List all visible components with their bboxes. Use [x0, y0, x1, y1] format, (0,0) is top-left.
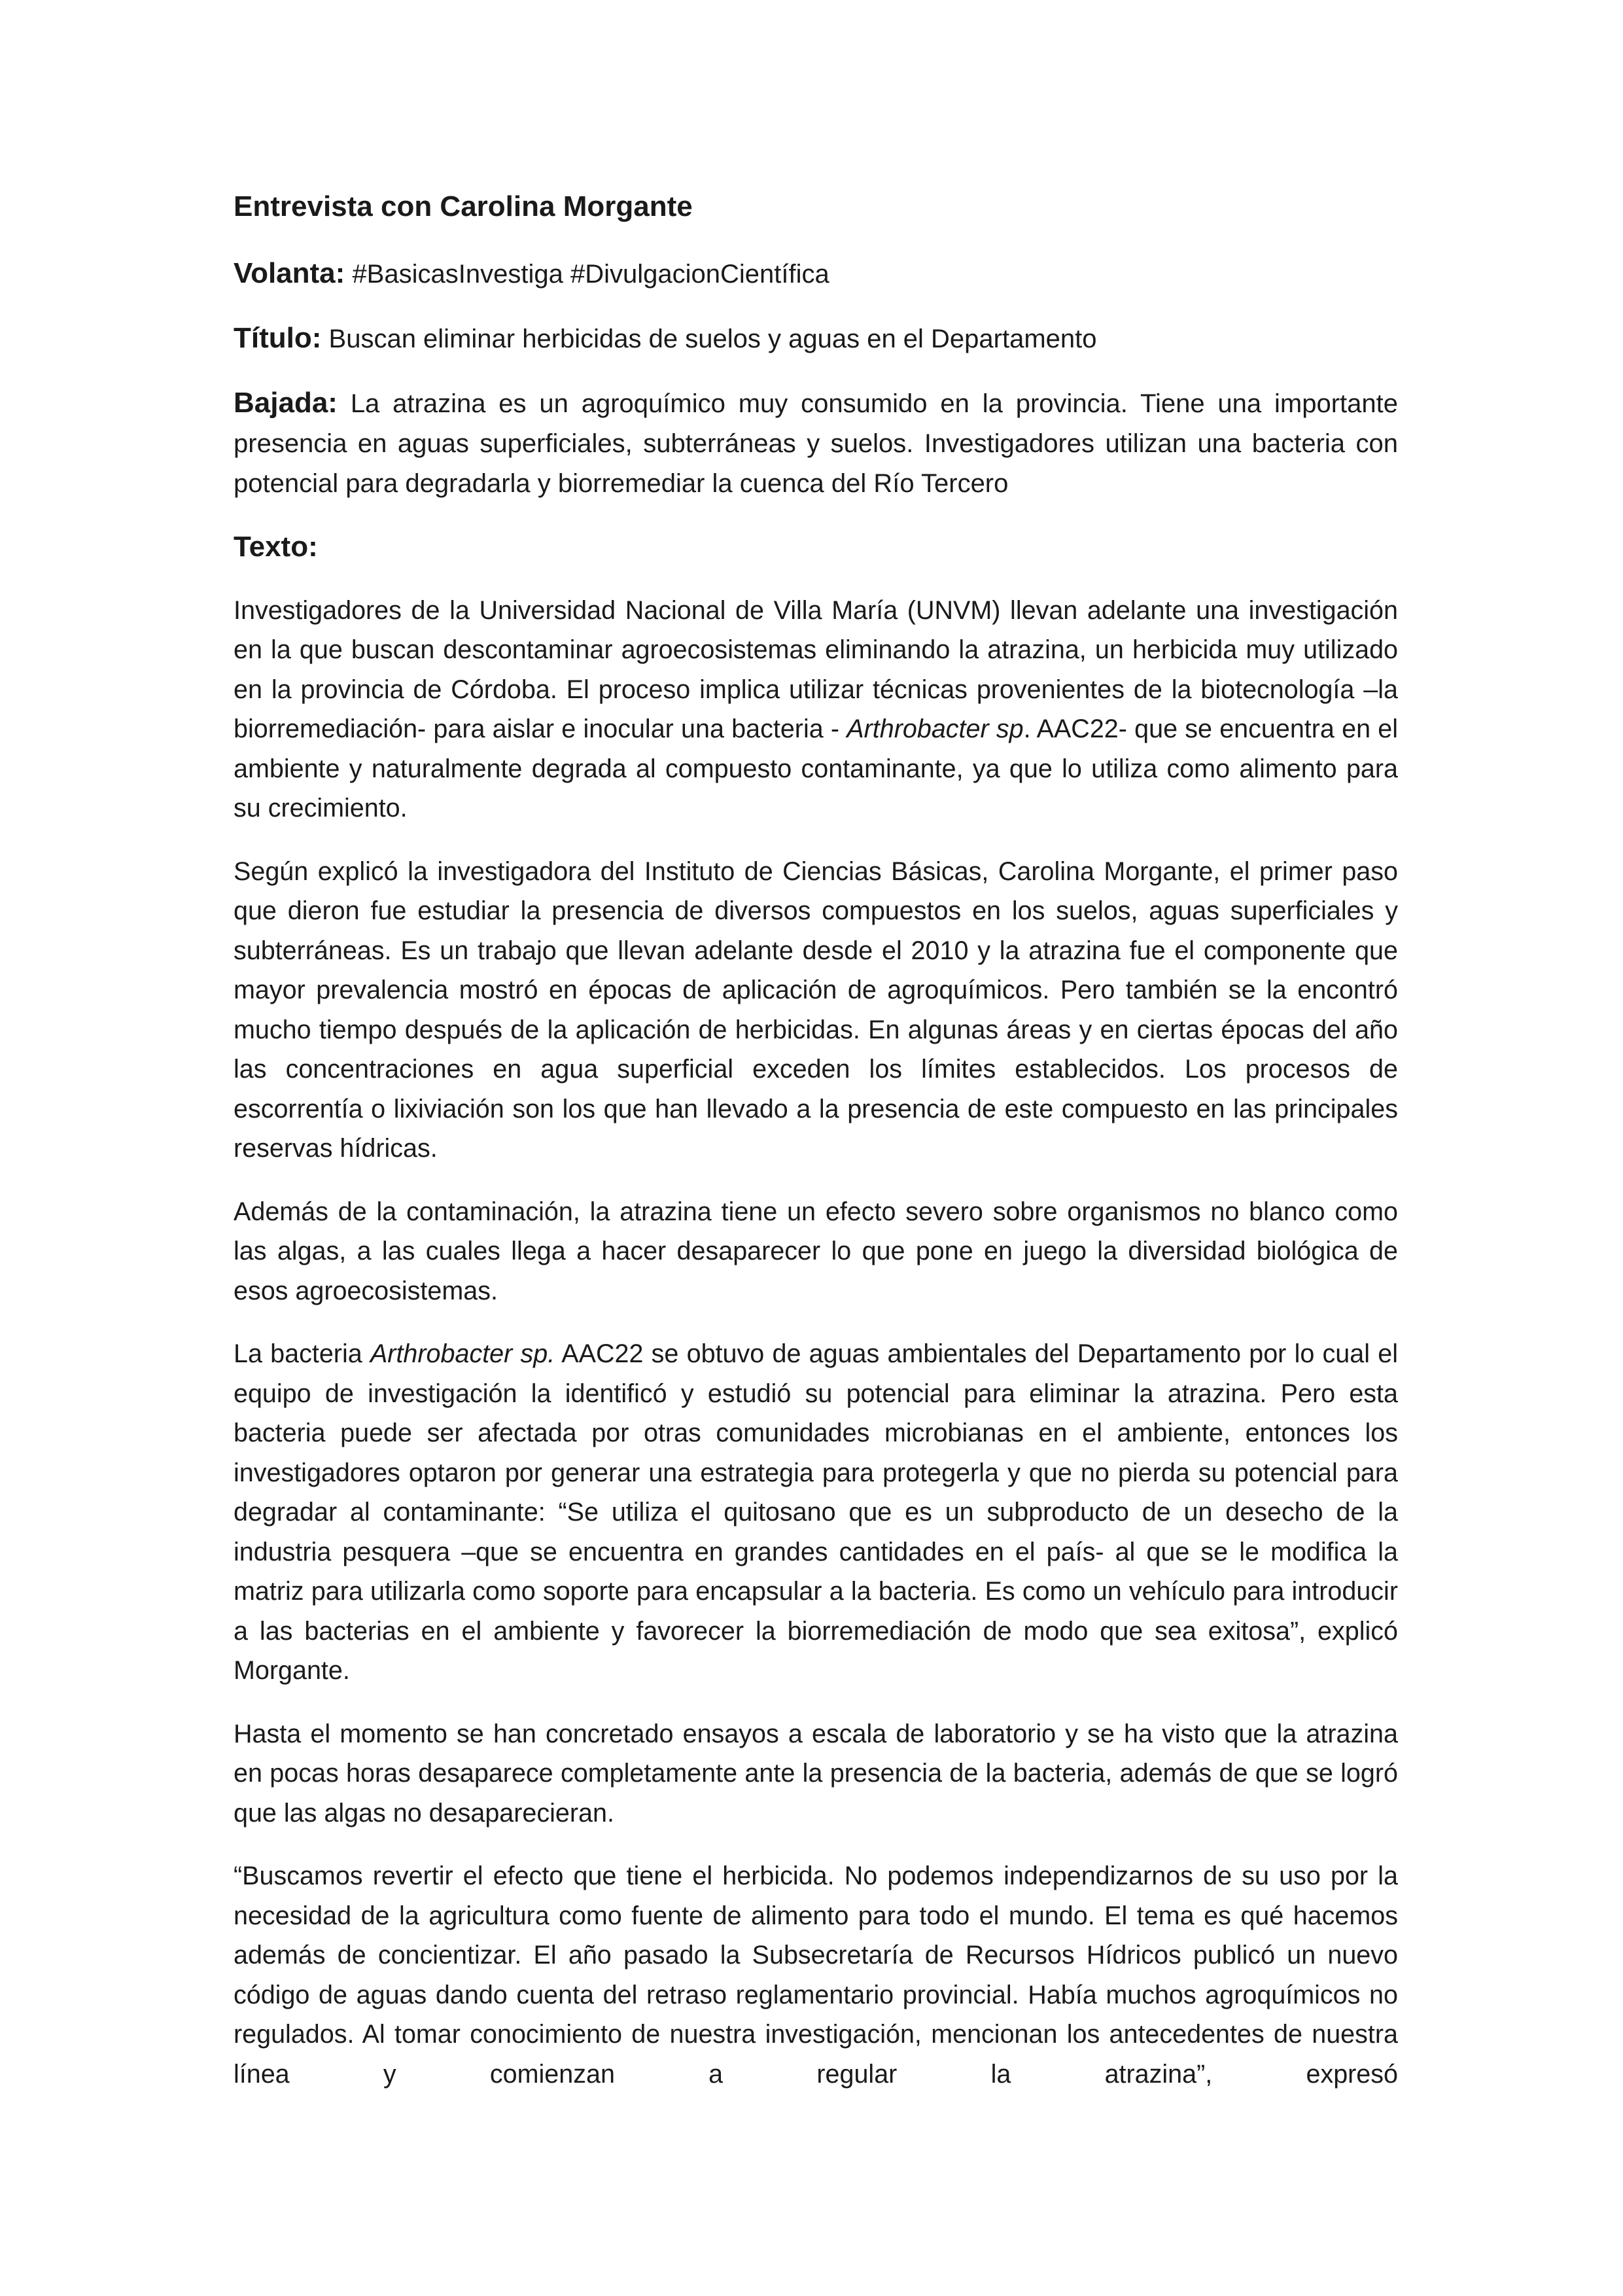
titulo-line	[234, 318, 1398, 359]
titulo-label: Título:	[234, 321, 322, 354]
volanta-label: Volanta:	[234, 256, 345, 289]
bajada-line	[234, 383, 1398, 504]
paragraph-1	[234, 591, 1398, 828]
document-heading: Entrevista con Carolina Morgante	[234, 190, 693, 222]
paragraph-5: Hasta el momento se han concretado ensayos a escala de laboratorio y se ha visto que la atrazina en pocas horas desaparece completamente ante la presencia de la bacteria, además de que se logró que las algas no desaparecieran.	[234, 1719, 1398, 1828]
paragraph-4-text-a: La bacteria	[234, 1339, 370, 1369]
paragraph-1-italic: Arthrobacter sp	[846, 715, 1024, 744]
bajada-value: La atrazina es un agroquímico muy consumido en la provincia. Tiene una importante presencia en aguas superficiales, subterráneas y suelos. Investigadores utilizan una bacteria con potencial para degradarla y biorremediar la cuenca del Río Tercero	[234, 389, 1399, 498]
paragraph-2: Según explicó la investigadora del Instituto de Ciencias Básicas, Carolina Morgante, el primer paso que dieron fue estudiar la presencia de diversos compuestos en los suelos, aguas superficiales y subterráneas. Es un trabajo que llevan adelante desde el 2010 y la atrazina fue el componente que mayor prevalencia mostró en épocas de aplicación de agroquímicos. Pero también se la encontró mucho tiempo después de la aplicación de herbicidas. En algunas áreas y en ciertas épocas del año las concentraciones en agua superficial exceden los límites establecidos. Los procesos de escorrentía o lixiviación son los que han llevado a la presencia de este compuesto en las principales reservas hídricas.	[234, 857, 1398, 1163]
volanta-line	[234, 253, 1398, 294]
texto-label: Texto:	[234, 530, 318, 563]
paragraph-6: “Buscamos revertir el efecto que tiene el herbicida. No podemos independizarnos de su uso por la necesidad de la agricultura como fuente de alimento para todo el mundo. El tema es qué hacemos además de concientizar. El año pasado la Subsecretaría de Recursos Hídricos publicó un nuevo código de aguas dando cuenta del retraso reglamentario provincial. Había muchos agroquímicos no regulados. Al tomar conocimiento de nuestra investigación, mencionan los antecedentes de nuestra línea y comienzan a regular la atrazina”, expresó	[234, 1862, 1398, 2089]
paragraph-4-italic: Arthrobacter sp.	[370, 1339, 555, 1369]
volanta-value: #BasicasInvestiga #DivulgacionCientífica	[352, 259, 829, 289]
titulo-value: Buscan eliminar herbicidas de suelos y aguas en el Departamento	[328, 324, 1097, 353]
bajada-label: Bajada:	[234, 386, 338, 419]
paragraph-1-text-a: Investigadores de la Universidad Nacional de Villa María (UNVM) llevan adelante una investigación en la que buscan descontaminar agroecosistemas eliminando la atrazina, un herbicida muy utilizado en la provincia de Córdoba. El proceso implica utilizar técnicas provenientes de la biotecnología –la biorremediación- para aislar e inocular una bacteria -	[234, 595, 1398, 744]
paragraph-4	[234, 1334, 1398, 1691]
document-page	[234, 190, 1398, 2117]
paragraph-4-text-b: AAC22 se obtuvo de aguas ambientales del Departamento por lo cual el equipo de investigación la identificó y estudió su potencial para eliminar la atrazina. Pero esta bacteria puede ser afectada por otras comunidades microbianas en el ambiente, entonces los investigadores optaron por generar una estrategia para protegerla y que no pierda su potencial para degradar al contaminante: “Se utiliza el quitosano que es un subproducto de un desecho de la industria pesquera –que se encuentra en grandes cantidades en el país- al que se le modifica la matriz para utilizarla como soporte para encapsular a la bacteria. Es como un vehículo para introducir a las bacterias en el ambiente y favorecer la biorremediación de modo que sea exitosa”, explicó Morgante.	[234, 1339, 1398, 1686]
paragraph-1-text-b: . AAC22- que se encuentra en el ambiente y naturalmente degrada al compuesto contaminante, ya que lo utiliza como alimento para su crecimiento.	[234, 715, 1399, 823]
paragraph-3: Además de la contaminación, la atrazina tiene un efecto severo sobre organismos no blanco como las algas, a las cuales llega a hacer desaparecer lo que pone en juego la diversidad biológica de esos agroecosistemas.	[234, 1197, 1398, 1305]
